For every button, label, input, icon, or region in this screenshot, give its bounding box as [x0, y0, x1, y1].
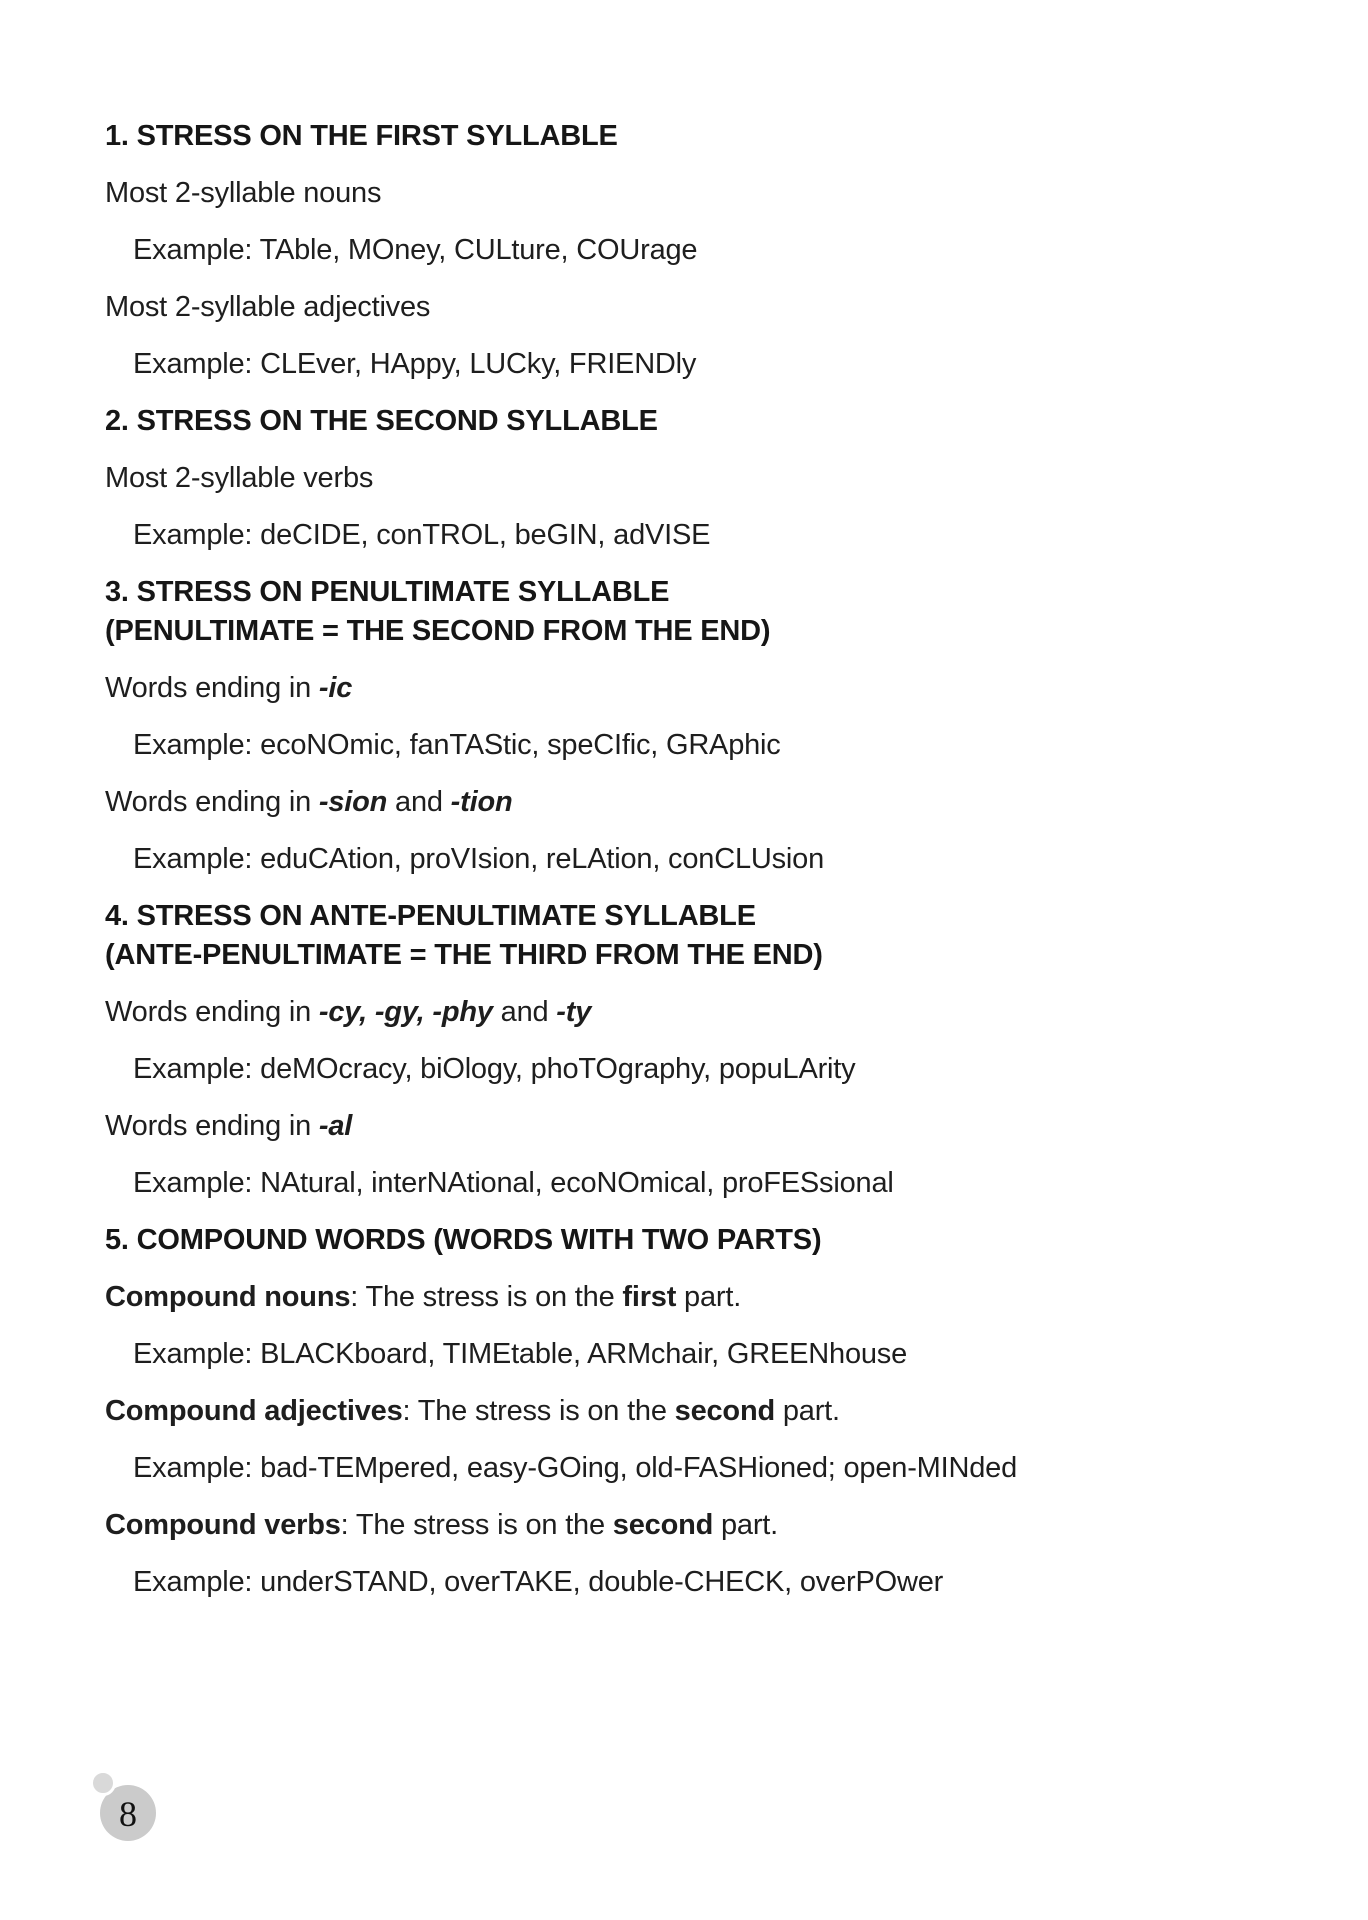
example-line — [105, 345, 1285, 384]
text-line: 5. COMPOUND WORDS (WORDS WITH TWO PARTS) — [105, 1224, 822, 1256]
text-line: 2. STRESS ON THE SECOND SYLLABLE — [105, 405, 658, 437]
text-line: Most 2-syllable nouns — [105, 177, 382, 209]
section-heading — [105, 117, 1285, 156]
text-line: Example: bad-TEMpered, easy-GOing, old-FASHioned; open-MINded — [133, 1452, 1018, 1484]
body-line — [105, 993, 1285, 1032]
text-line: Most 2-syllable adjectives — [105, 291, 431, 323]
text-line: Words ending in -ic — [105, 672, 353, 704]
page-number: 8 — [119, 1794, 137, 1834]
text-line: (PENULTIMATE = THE SECOND FROM THE END) — [105, 615, 771, 647]
body-line — [105, 1278, 1285, 1317]
text-line: Example: eduCAtion, proVIsion, reLAtion, conCLUsion — [133, 843, 825, 875]
text-line: Example: ecoNOmic, fanTAStic, speCIfic, GRAphic — [133, 729, 781, 761]
body-line — [105, 288, 1285, 327]
text-line: Words ending in -cy, -gy, -phy and -ty — [105, 996, 592, 1028]
text-line: Compound adjectives: The stress is on the second part. — [105, 1395, 840, 1427]
body-line — [105, 1506, 1285, 1545]
section-heading — [105, 573, 1285, 651]
text-line: Compound nouns: The stress is on the first part. — [105, 1281, 742, 1313]
text-line: Example: CLEver, HAppy, LUCky, FRIENDly — [133, 348, 697, 380]
text-line: Compound verbs: The stress is on the second part. — [105, 1509, 779, 1541]
body-line — [105, 783, 1285, 822]
example-line — [105, 231, 1285, 270]
text-line: 1. STRESS ON THE FIRST SYLLABLE — [105, 120, 618, 152]
text-line: Words ending in -al — [105, 1110, 353, 1142]
body-line — [105, 1107, 1285, 1146]
text-line: (ANTE-PENULTIMATE = THE THIRD FROM THE END) — [105, 939, 823, 971]
example-line — [105, 1449, 1285, 1488]
example-line — [105, 840, 1285, 879]
section-heading — [105, 402, 1285, 441]
text-line: Example: NAtural, interNAtional, ecoNOmical, proFESsional — [133, 1167, 894, 1199]
example-line — [105, 1050, 1285, 1089]
example-line — [105, 1164, 1285, 1203]
text-line: Words ending in -sion and -tion — [105, 786, 513, 818]
section-heading — [105, 897, 1285, 975]
body-line — [105, 669, 1285, 708]
text-line: 4. STRESS ON ANTE-PENULTIMATE SYLLABLE — [105, 900, 756, 932]
body-line — [105, 174, 1285, 213]
text-line: Example: BLACKboard, TIMEtable, ARMchair, GREENhouse — [133, 1338, 908, 1370]
page-number-badge — [100, 1785, 156, 1841]
example-line — [105, 1563, 1285, 1602]
body-line — [105, 459, 1285, 498]
text-line: Example: deMOcracy, biOlogy, phoTOgraphy, popuLArity — [133, 1053, 856, 1085]
section-heading — [105, 1221, 1285, 1260]
text-line: Most 2-syllable verbs — [105, 462, 374, 494]
text-line: Example: deCIDE, conTROL, beGIN, adVISE — [133, 519, 711, 551]
document-content — [105, 117, 1285, 1620]
example-line — [105, 516, 1285, 555]
example-line — [105, 1335, 1285, 1374]
text-line: Example: underSTAND, overTAKE, double-CHECK, overPOwer — [133, 1566, 944, 1598]
example-line — [105, 726, 1285, 765]
body-line — [105, 1392, 1285, 1431]
text-line: 3. STRESS ON PENULTIMATE SYLLABLE — [105, 576, 670, 608]
text-line: Example: TAble, MOney, CULture, COUrage — [133, 234, 698, 266]
